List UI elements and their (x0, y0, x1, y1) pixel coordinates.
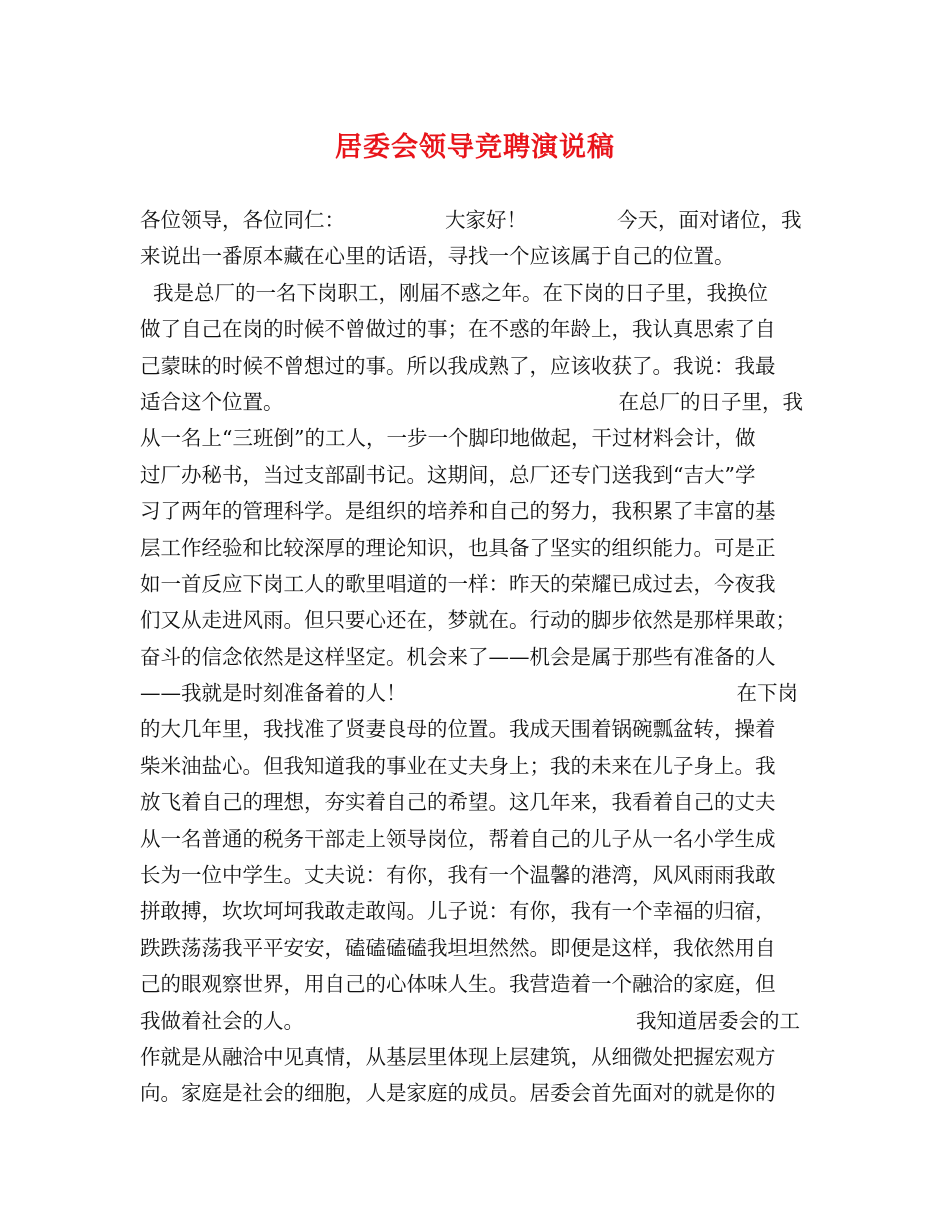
body-line: 柴米油盐心。但我知道我的事业在丈夫身上；我的未来在儿子身上。我 (140, 753, 776, 778)
body-line: 如一首反应下岗工人的歌里唱道的一样：昨天的荣耀已成过去，今夜我 (140, 571, 776, 596)
document-body (140, 202, 830, 1112)
greeting-hello: 大家好！ (445, 208, 527, 232)
body-line: 做了自己在岗的时候不曾做过的事；在不惑的年龄上，我认真思索了自 (140, 317, 776, 342)
text-segment: 我做着社会的人。 (140, 1008, 304, 1033)
body-line (140, 1003, 830, 1039)
body-line (140, 202, 830, 238)
body-line: 从一名普通的税务干部走上领导岗位，帮着自己的儿子从一名小学生成 (140, 826, 776, 851)
text-segment: 适合这个位置。 (140, 389, 284, 414)
text-segment: 在下岗 (736, 681, 798, 706)
body-line: 拼敢搏，坎坎坷坷我敢走敢闯。儿子说：有你，我有一个幸福的归宿， (140, 899, 776, 924)
body-line: 过厂办秘书，当过支部副书记。这期间，总厂还专门送我到“吉大”学 (140, 462, 756, 487)
body-line: 我是总厂的一名下岗职工，刚届不惑之年。在下岗的日子里，我换位 (140, 280, 769, 305)
body-line: 奋斗的信念依然是这样坚定。机会来了——机会是属于那些有准备的人 (140, 644, 776, 669)
body-line: 层工作经验和比较深厚的理论知识，也具备了坚实的组织能力。可是正 (140, 535, 776, 560)
body-line: 作就是从融洽中见真情，从基层里体现上层建筑，从细微处把握宏观方 (140, 1044, 776, 1069)
body-line: 来说出一番原本藏在心里的话语，寻找一个应该属于自己的位置。 (140, 244, 735, 269)
body-line (140, 675, 830, 711)
text-segment: 在总厂的日子里，我 (618, 389, 803, 414)
text-segment: ——我就是时刻准备着的人！ (140, 681, 407, 706)
body-line: 放飞着自己的理想，夯实着自己的希望。这几年来，我看着自己的丈夫 (140, 790, 776, 815)
body-line: 长为一位中学生。丈夫说：有你，我有一个温馨的港湾，风风雨雨我敢 (140, 863, 776, 888)
body-line: 习了两年的管理科学。是组织的培养和自己的努力，我积累了丰富的基 (140, 499, 776, 524)
text-segment: 我知道居委会的工 (636, 1008, 800, 1033)
body-line: 向。家庭是社会的细胞，人是家庭的成员。居委会首先面对的就是你的 (140, 1081, 776, 1106)
body-line (140, 384, 830, 420)
greeting-salutation: 各位领导，各位同仁： (140, 208, 345, 232)
body-line: 跌跌荡荡我平平安安，磕磕磕磕我坦坦然然。即便是这样，我依然用自 (140, 935, 776, 960)
body-line: 从一名上“三班倒”的工人，一步一个脚印地做起，干过材料会计，做 (140, 426, 756, 451)
text-segment: 今天，面对诸位，我 (617, 208, 802, 232)
body-line: 们又从走进风雨。但只要心还在，梦就在。行动的脚步依然是那样果敢； (140, 608, 796, 633)
body-line: 己的眼观察世界，用自己的心体味人生。我营造着一个融洽的家庭，但 (140, 972, 776, 997)
body-line: 己蒙昧的时候不曾想过的事。所以我成熟了，应该收获了。我说：我最 (140, 353, 776, 378)
body-line: 的大几年里，我找准了贤妻良母的位置。我成天围着锅碗瓢盆转，操着 (140, 717, 776, 742)
document-title: 居委会领导竞聘演说稿 (335, 132, 615, 163)
